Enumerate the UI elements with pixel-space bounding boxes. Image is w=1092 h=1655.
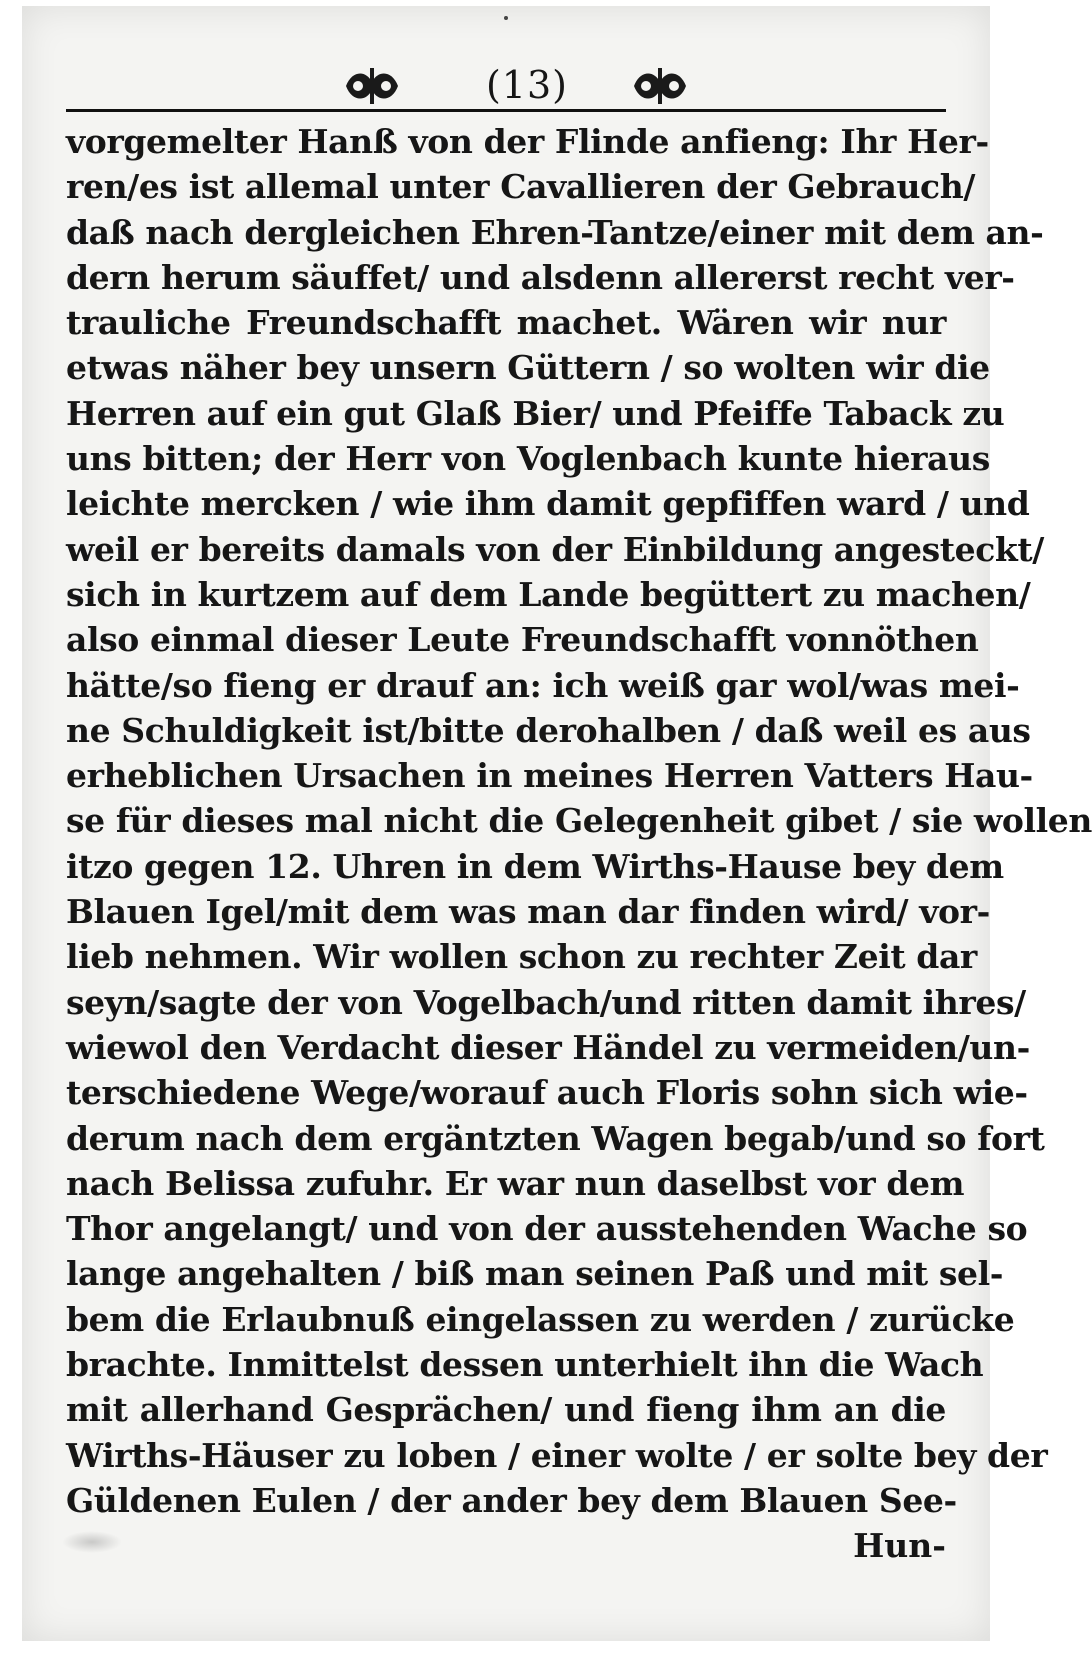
text-line: Thor angelangt/ und von der ausstehenden Wache so (66, 1209, 1028, 1249)
text-line: seyn/sagte der von Vogelbach/und ritten damit ihres/ (66, 982, 1026, 1022)
fleuron-ornament-left-icon (342, 64, 402, 108)
text-line: also einmal dieser Leute Freundschafft vonnöthen (66, 620, 979, 660)
ink-speck (504, 16, 508, 20)
header-rule (66, 109, 946, 112)
text-line: vorgemelter Hanß von der Flinde anfieng: Ihr Her- (66, 122, 989, 161)
text-line: ren/es ist allemal unter Cavallieren der Gebrauch/ (66, 167, 975, 207)
text-line: erheblichen Ursachen in meines Herren Vatters Hau- (66, 756, 1033, 796)
text-line: sich in kurtzem auf dem Lande begüttert zu machen/ (66, 574, 1031, 614)
text-line: nach Belissa zufuhr. Er war nun daselbst vor dem (66, 1163, 965, 1203)
text-line: lange angehalten / biß man seinen Paß und mit sel- (66, 1254, 1004, 1294)
text-line: itzo gegen 12. Uhren in dem Wirths-Hause bey dem (66, 846, 1004, 886)
text-line: Wirths-Häuser zu loben / einer wolte / er solte bey der (66, 1435, 1048, 1475)
text-line: wiewol den Verdacht dieser Händel zu vermeiden/un- (66, 1027, 1030, 1067)
text-line: terschiedene Wege/worauf auch Floris sohn sich wie- (66, 1073, 1028, 1113)
text-line: Güldenen Eulen / der ander bey dem Blauen See- (66, 1480, 957, 1520)
text-line: dern herum säuffet/ und alsdenn allererst recht ver- (66, 257, 1015, 297)
ink-smudge (62, 1531, 122, 1553)
book-page (22, 6, 1092, 1641)
text-line: etwas näher bey unsern Güttern / so wolten wir die (66, 348, 990, 388)
text-line: se für dieses mal nicht die Gelegenheit gibet / sie wollen (66, 801, 1092, 841)
text-line: weil er bereits damals von der Einbildung angesteckt/ (66, 529, 1044, 569)
text-line: Blauen Igel/mit dem was man dar finden wird/ vor- (66, 892, 990, 932)
text-line: ne Schuldigkeit ist/bitte derohalben / daß weil es aus (66, 710, 1031, 750)
text-line: hätte/so fieng er drauf an: ich weiß gar wol/was mei- (66, 665, 1020, 705)
text-line: daß nach dergleichen Ehren-Tantze/einer mit dem an- (66, 212, 1044, 252)
text-line: mit allerhand Gesprächen/ und fieng ihm an die (66, 1390, 946, 1430)
page-header (22, 56, 990, 116)
text-line: brachte. Inmittelst dessen unterhielt ihn die Wach (66, 1345, 984, 1385)
text-line: Herren auf ein gut Glaß Bier/ und Pfeiffe Taback zu (66, 393, 1005, 433)
page-number: (13) (485, 63, 568, 107)
catchword: Hun- (853, 1526, 946, 1565)
text-line: bem die Erlaubnuß eingelassen zu werden / zurücke (66, 1299, 1015, 1339)
text-line: leichte mercken / wie ihm damit gepfiffen ward / und (66, 484, 1030, 524)
text-line: lieb nehmen. Wir wollen schon zu rechter Zeit dar (66, 937, 977, 977)
text-line: uns bitten; der Herr von Voglenbach kunte hieraus (66, 439, 990, 479)
text-line: trauliche Freundschafft machet. Wären wir nur (66, 303, 946, 343)
fleuron-ornament-right-icon (630, 64, 690, 108)
text-line: derum nach dem ergäntzten Wagen begab/und so fort (66, 1118, 1045, 1158)
body-text (66, 119, 1092, 1523)
